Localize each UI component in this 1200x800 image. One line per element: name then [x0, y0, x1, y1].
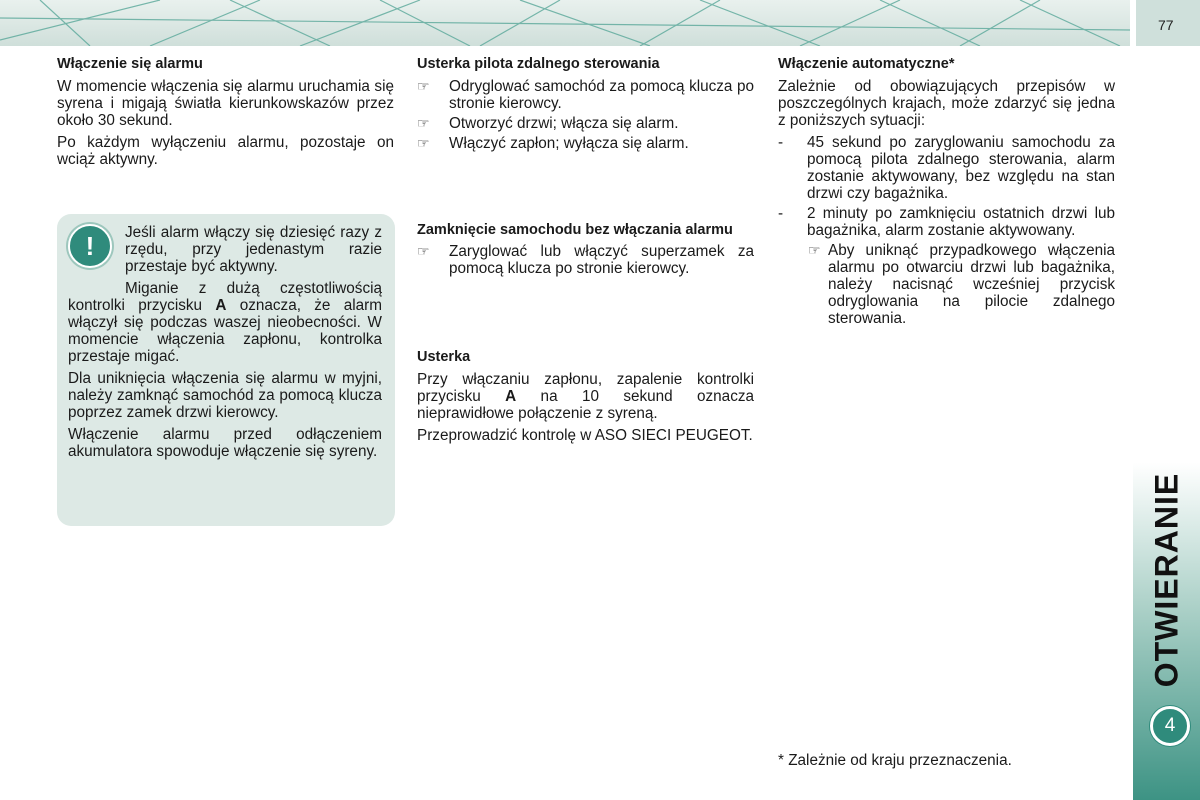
list-item: ☞ Zaryglować lub włączyć superzamek za pomocą klucza po stronie kierowcy. [417, 243, 754, 277]
list-item: ☞ Otworzyć drzwi; włącza się alarm. [417, 115, 679, 132]
section-title [1133, 470, 1200, 690]
header-band [0, 0, 1130, 46]
paragraph: Zależnie od obowiązujących przepisów w poszczególnych krajach, może zdarzyć się jedna z poniższych sytuacji: [778, 78, 1115, 129]
warning-text [68, 224, 382, 465]
footnote: * Zależnie od kraju przeznaczenia. [778, 752, 1012, 769]
heading-fault: Usterka [417, 349, 471, 365]
warning-paragraph: Jeśli alarm włączy się dziesięć razy z rzędu, przy jedenastym razie przestaje być aktywny. [125, 224, 382, 275]
list-item: ☞ Aby uniknąć przypadkowego włączenia alarmu po otwarciu drzwi lub bagażnika, należy nacisnąć wcześniej przycisk odryglowania na pilocie zdalnego sterowania. [808, 242, 1115, 327]
paragraph: Przeprowadzić kontrolę w ASO SIECI PEUGEOT. [417, 427, 753, 444]
heading-remote-fault: Usterka pilota zdalnego sterowania [417, 56, 660, 72]
pointing-hand-icon: ☞ [808, 242, 821, 258]
exclamation-icon: ! [68, 224, 112, 268]
section-title-text: OTWIERANIE [1148, 472, 1184, 688]
paragraph: W momencie włączenia się alarmu uruchamia się syrena i migają światła kierunkowskazów przez około 30 sekund. [57, 78, 394, 129]
column-3 [778, 56, 1115, 327]
column-1 [57, 56, 394, 173]
pointing-hand-icon: ☞ [417, 135, 430, 151]
list-item: ☞ Włączyć zapłon; wyłącza się alarm. [417, 135, 689, 152]
paragraph: Po każdym wyłączeniu alarmu, pozostaje on wciąż aktywny. [57, 134, 394, 168]
column-2-section-3 [417, 349, 754, 449]
list-item: - 2 minuty po zamknięciu ostatnich drzwi lub bagażnika, alarm zostanie aktywowany. [778, 205, 1115, 239]
header-decoration [0, 0, 1130, 46]
pointing-hand-icon: ☞ [417, 243, 430, 259]
warning-paragraph: Włączenie alarmu przed odłączeniem akumulatora spowoduje włączenie się syreny. [68, 426, 382, 460]
column-2-section-2 [417, 222, 754, 280]
column-2 [417, 56, 754, 155]
heading-automatic-activation: Włączenie automatyczne* [778, 56, 955, 72]
warning-paragraph: Dla uniknięcia włączenia się alarmu w myjni, należy zamknąć samochód za pomocą klucza poprzez zamek drzwi kierowcy. [68, 370, 382, 421]
warning-paragraph: Miganie z dużą częstotliwością kontrolki przycisku A oznacza, że alarm włączył się podczas waszej nieobecności. W momencie włączenia zapłonu, kontrolka przestaje migać. [68, 280, 382, 365]
heading-lock-without-alarm: Zamknięcie samochodu bez włączania alarmu [417, 222, 733, 238]
heading-alarm-activation: Włączenie się alarmu [57, 56, 203, 72]
page-number: 77 [1158, 17, 1174, 33]
pointing-hand-icon: ☞ [417, 115, 430, 131]
paragraph: Przy włączaniu zapłonu, zapalenie kontrolki przycisku A na 10 sekund oznacza nieprawidłowe połączenie z syreną. [417, 371, 754, 422]
chapter-number: 4 [1164, 715, 1176, 736]
chapter-number-badge [1150, 706, 1190, 746]
pointing-hand-icon: ☞ [417, 78, 430, 94]
list-item: ☞ Odryglować samochód za pomocą klucza po stronie kierowcy. [417, 78, 754, 112]
list-item: - 45 sekund po zaryglowaniu samochodu za pomocą pilota zdalnego sterowania, alarm zostanie aktywowany, bez względu na stan drzwi czy bagażnika. [778, 134, 1115, 202]
